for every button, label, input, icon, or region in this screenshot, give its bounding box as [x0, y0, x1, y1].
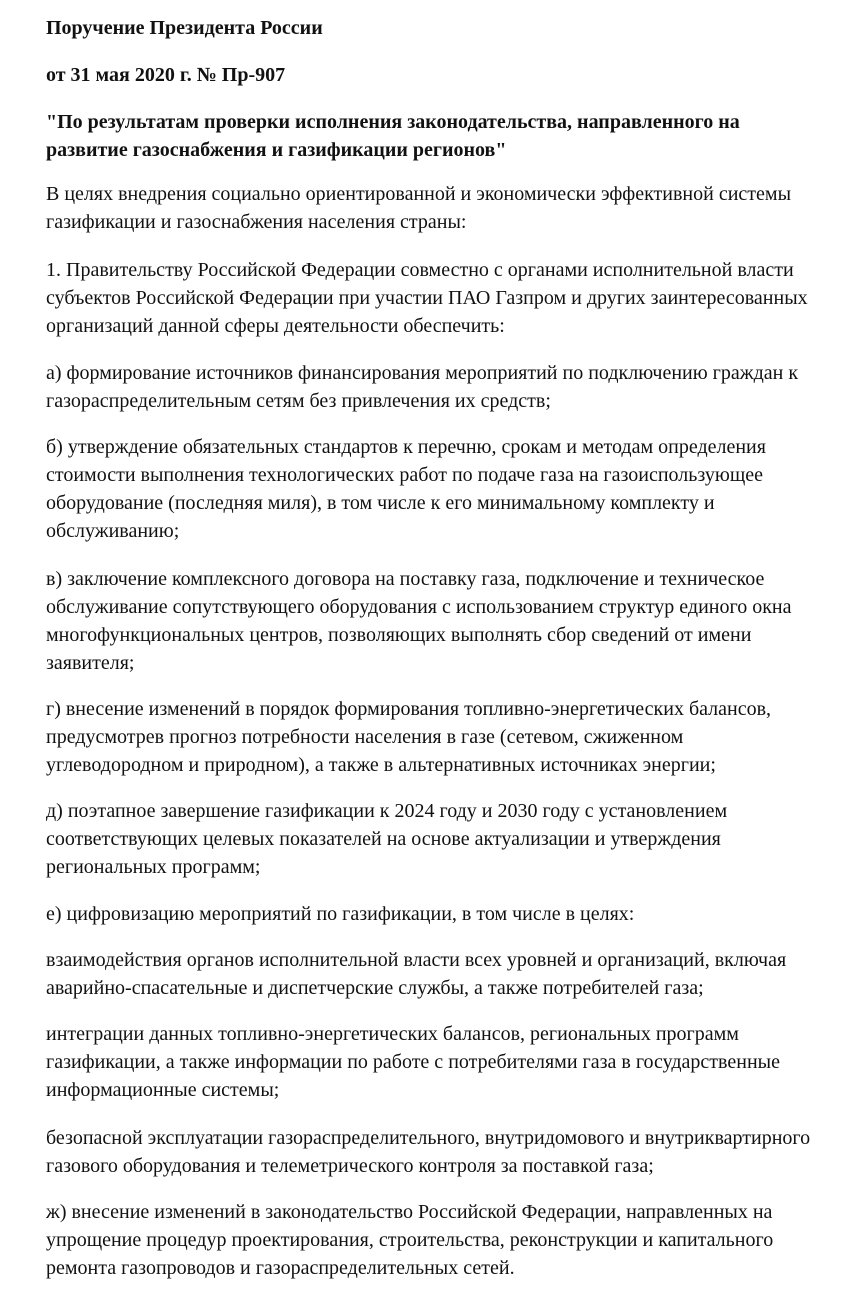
paragraph-line: стоимости выполнения технологических работ по подаче газа на газоиспользующее — [46, 464, 763, 486]
paragraph-line: аварийно-спасательные и диспетчерские службы, а также потребителей газа; — [46, 977, 704, 999]
paragraph-line: интеграции данных топливно-энергетических балансов, региональных программ — [46, 1023, 739, 1045]
paragraph-line: газораспределительным сетям без привлечения их средств; — [46, 390, 551, 412]
paragraph-line: предусмотрев прогноз потребности населения в газе (сетевом, сжиженном — [46, 726, 684, 748]
paragraph-line: информационные системы; — [46, 1079, 280, 1101]
paragraph-line: оборудование (последняя миля), в том числе к его минимальному комплекту и — [46, 492, 715, 514]
paragraph-line: В целях внедрения социально ориентированной и экономически эффективной системы — [46, 183, 792, 205]
document-date-number: от 31 мая 2020 г. № Пр-907 — [46, 64, 286, 86]
paragraph-line: в) заключение комплексного договора на поставку газа, подключение и техническое — [46, 568, 765, 590]
paragraph-line: газификации, а также информации по работе с потребителями газа в государственные — [46, 1051, 780, 1073]
paragraph-line: е) цифровизацию мероприятий по газификации, в том числе в целях: — [46, 903, 635, 925]
paragraph-line: безопасной эксплуатации газораспределительного, внутридомового и внутриквартирного — [46, 1127, 811, 1149]
paragraph-line: организаций данной сферы деятельности обеспечить: — [46, 315, 505, 337]
paragraph-line: ж) внесение изменений в законодательство Российской Федерации, направленных на — [46, 1201, 773, 1223]
paragraph-line: газификации и газоснабжения населения страны: — [46, 211, 467, 233]
paragraph-line: г) внесение изменений в порядок формирования топливно-энергетических балансов, — [46, 698, 772, 720]
paragraph-line: углеводородном и природном), а также в альтернативных источниках энергии; — [46, 754, 716, 776]
paragraph-line: б) утверждение обязательных стандартов к перечню, срокам и методам определения — [46, 436, 766, 458]
document-subject-line-1: "По результатам проверки исполнения законодательства, направленного на — [46, 111, 740, 133]
paragraph-line: региональных программ; — [46, 856, 261, 878]
document-subject-line-2: развитие газоснабжения и газификации регионов" — [46, 139, 507, 161]
paragraph-line: упрощение процедур проектирования, строительства, реконструкции и капитального — [46, 1229, 774, 1251]
paragraph-line: взаимодействия органов исполнительной власти всех уровней и организаций, включая — [46, 949, 787, 971]
paragraph-line: обслуживание сопутствующего оборудования с использованием структур единого окна — [46, 596, 792, 618]
paragraph-line: газового оборудования и телеметрического контроля за поставкой газа; — [46, 1155, 654, 1177]
paragraph-line: субъектов Российской Федерации при участии ПАО Газпром и других заинтересованных — [46, 287, 808, 309]
paragraph-line: соответствующих целевых показателей на основе актуализации и утверждения — [46, 828, 721, 850]
paragraph-line: 1. Правительству Российской Федерации совместно с органами исполнительной власти — [46, 259, 794, 281]
paragraph-line: многофункциональных центров, позволяющих выполнять сбор сведений от имени — [46, 624, 752, 646]
paragraph-line: заявителя; — [46, 652, 135, 674]
document-title: Поручение Президента России — [46, 17, 323, 39]
paragraph-line: д) поэтапное завершение газификации к 2024 году и 2030 году с установлением — [46, 800, 728, 822]
paragraph-line: а) формирование источников финансирования мероприятий по подключению граждан к — [46, 362, 799, 384]
paragraph-line: ремонта газопроводов и газораспределительных сетей. — [46, 1257, 515, 1279]
paragraph-line: обслуживанию; — [46, 520, 180, 542]
